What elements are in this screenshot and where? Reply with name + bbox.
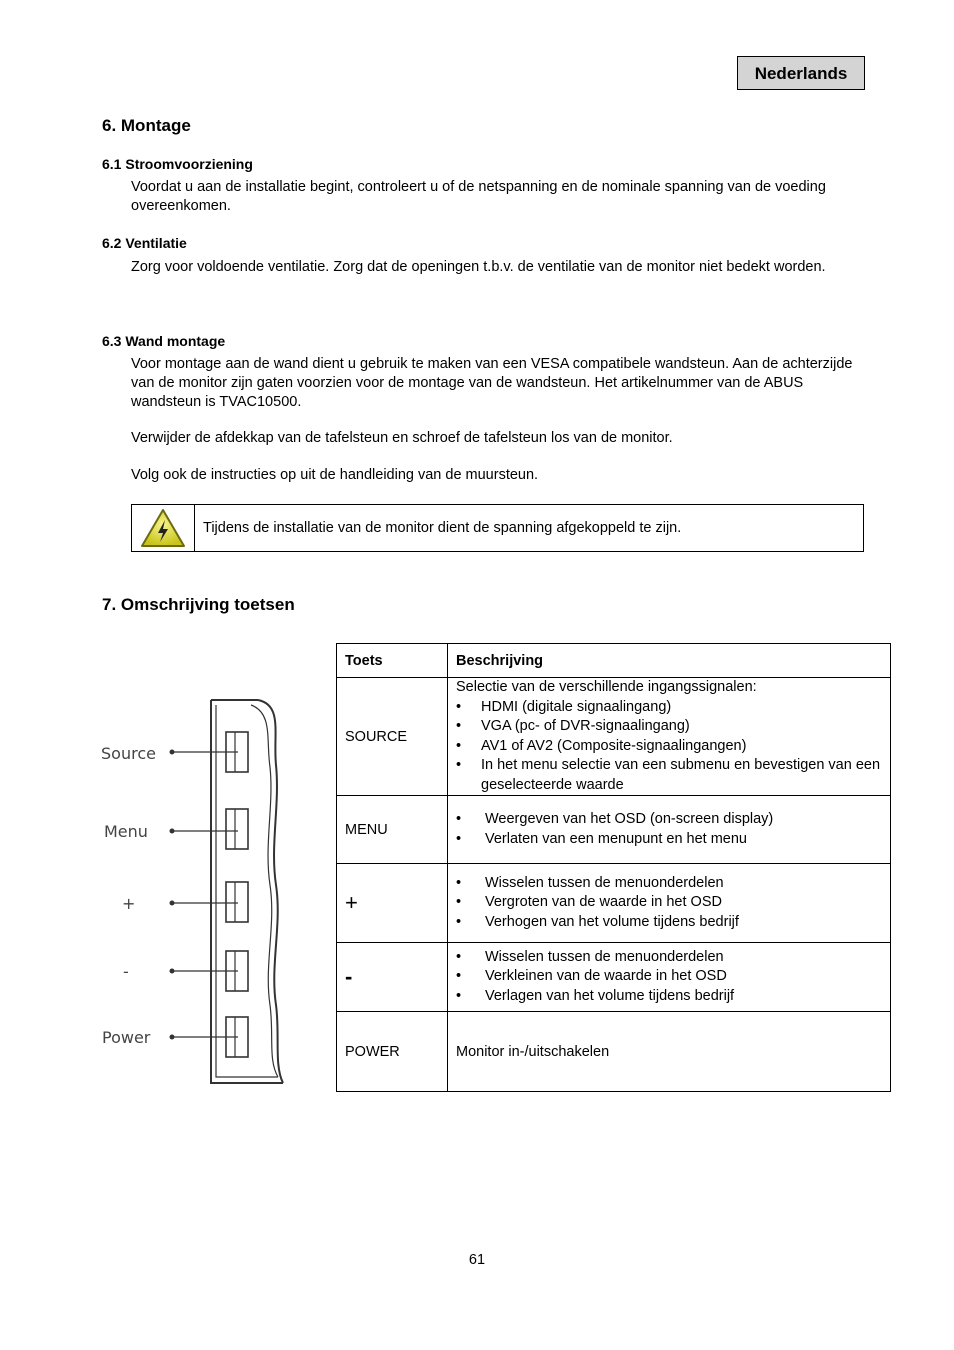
list-item: • Wisselen tussen de menuonderdelen xyxy=(456,874,882,894)
section-6-3-paragraph-2: Verwijder de afdekkap van de tafelsteun en schroef de tafelsteun los van de monitor. xyxy=(131,430,673,446)
section-6-1-title: 6.1 Stroomvoorziening xyxy=(102,156,253,172)
diagram-label-source: Source xyxy=(101,744,156,763)
table-row xyxy=(337,796,891,864)
diagram-label-plus: + xyxy=(122,894,136,913)
table-key-power: POWER xyxy=(337,1012,448,1092)
diagram-label-menu: Menu xyxy=(104,822,148,841)
section-6-3-paragraph-1: Voor montage aan de wand dient u gebruik te maken van een VESA compatibele wandsteun. Aan de achterzijde van de monitor zijn gaten voorzien voor de montage van de wandsteun. Het artikelnummer van de ABUS wandsteun is TVAC10500. xyxy=(131,356,853,410)
table-row xyxy=(337,943,891,1012)
section-6-3-paragraph-3: Volg ook de instructies op uit de handleiding van de muursteun. xyxy=(131,467,539,483)
table-desc-source xyxy=(448,678,891,796)
table-desc-power: Monitor in-/uitschakelen xyxy=(448,1012,891,1092)
table-key-minus: - xyxy=(337,943,448,1012)
language-badge: Nederlands xyxy=(737,56,865,90)
warning-text: Tijdens de installatie van de monitor dient de spanning afgekoppeld te zijn. xyxy=(203,520,682,536)
page-number: 61 xyxy=(468,1252,486,1268)
list-item: • Verlaten van een menupunt en het menu xyxy=(456,830,882,850)
list-item: • Weergeven van het OSD (on-screen display) xyxy=(456,810,882,830)
source-intro: Selectie van de verschillende ingangssignalen: xyxy=(456,679,757,695)
section-6-2-text: Zorg voor voldoende ventilatie. Zorg dat de openingen t.b.v. de ventilatie van de monitor niet bedekt worden. xyxy=(131,259,826,275)
table-row xyxy=(337,1012,891,1092)
list-item: • Wisselen tussen de menuonderdelen xyxy=(456,948,882,968)
table-desc-minus xyxy=(448,943,891,1012)
table-desc-menu xyxy=(448,796,891,864)
list-item: • Verhogen van het volume tijdens bedrijf xyxy=(456,913,882,933)
section-7-title: 7. Omschrijving toetsen xyxy=(102,595,295,614)
list-item: • AV1 of AV2 (Composite-signaalingangen) xyxy=(456,737,882,757)
diagram-label-power: Power xyxy=(102,1028,151,1047)
keys-table xyxy=(336,643,891,1092)
table-row xyxy=(337,678,891,796)
list-item: • Verlagen van het volume tijdens bedrijf xyxy=(456,987,882,1007)
table-desc-plus xyxy=(448,864,891,943)
list-item: • VGA (pc- of DVR-signaalingang) xyxy=(456,717,882,737)
table-key-plus: + xyxy=(337,864,448,943)
table-row xyxy=(337,864,891,943)
table-key-menu: MENU xyxy=(337,796,448,864)
button-panel-diagram xyxy=(98,695,298,1090)
section-6-3-title: 6.3 Wand montage xyxy=(102,333,226,349)
list-item: • In het menu selectie van een submenu en bevestigen van een geselecteerde waarde xyxy=(456,756,882,795)
section-6-2-title: 6.2 Ventilatie xyxy=(102,235,187,251)
list-item: • Verkleinen van de waarde in het OSD xyxy=(456,967,882,987)
table-header-key: Toets xyxy=(337,644,448,678)
table-header-row xyxy=(337,644,891,678)
list-item: • Vergroten van de waarde in het OSD xyxy=(456,893,882,913)
table-header-description: Beschrijving xyxy=(448,644,891,678)
high-voltage-warning-icon xyxy=(132,505,195,551)
diagram-label-minus: - xyxy=(123,962,129,981)
list-item: • HDMI (digitale signaalingang) xyxy=(456,698,882,718)
section-6-title: 6. Montage xyxy=(102,116,191,135)
section-6-1-text: Voordat u aan de installatie begint, controleert u of de netspanning en de nominale spanning van de voeding overeenkomen. xyxy=(131,179,826,214)
table-key-source: SOURCE xyxy=(337,678,448,796)
warning-box xyxy=(131,504,864,552)
